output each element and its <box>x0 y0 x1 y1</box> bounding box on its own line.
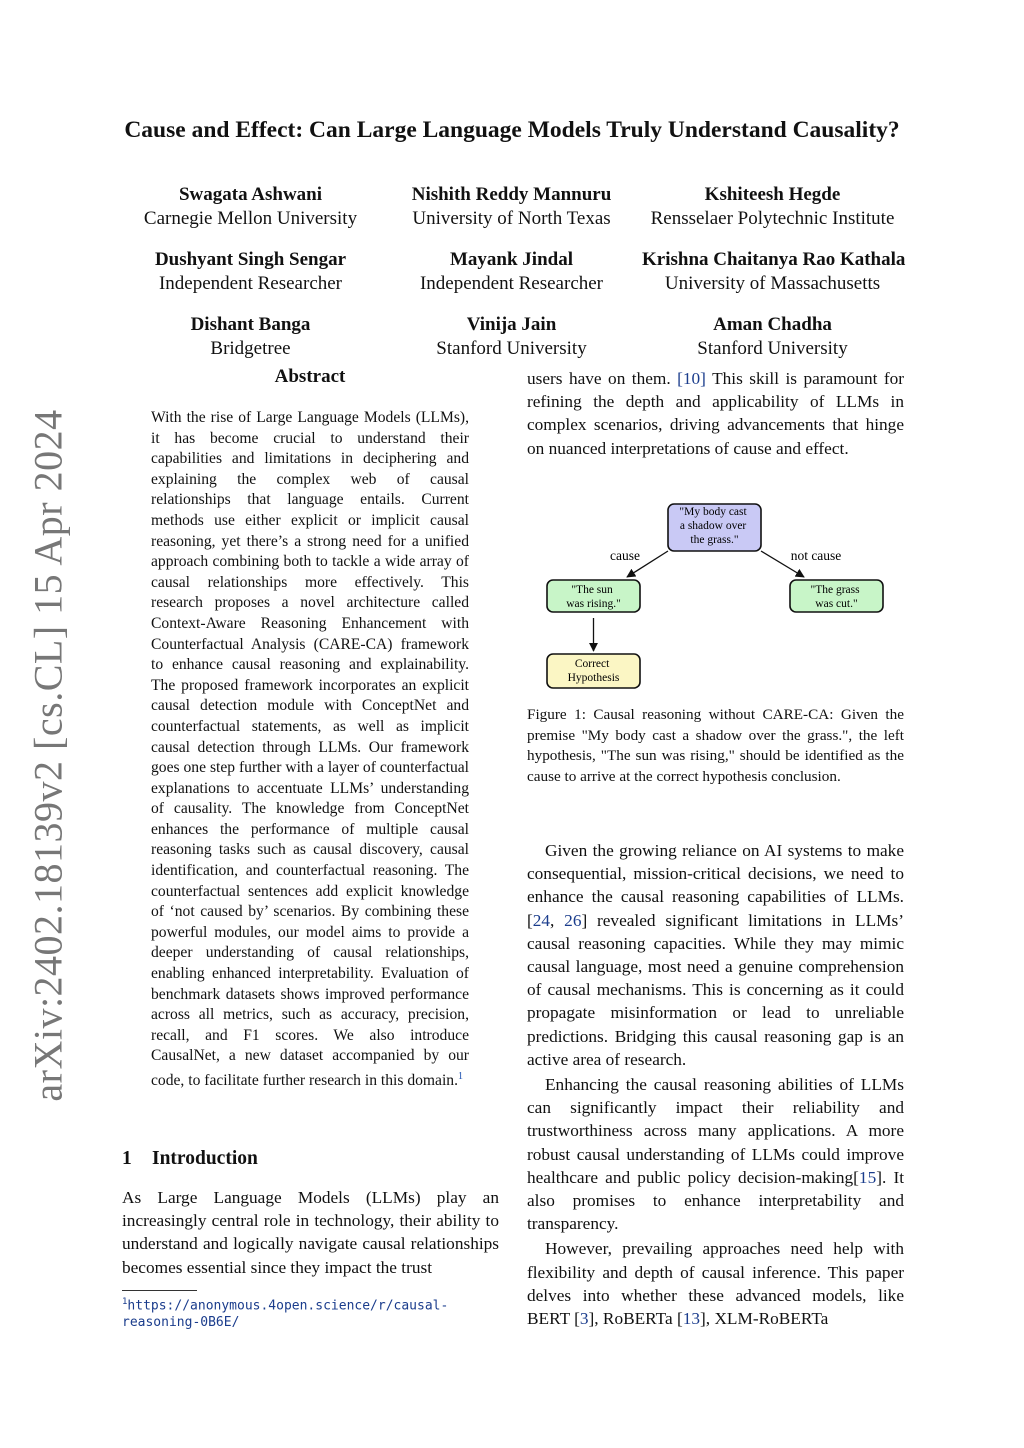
author-name: Krishna Chaitanya Rao Kathala <box>642 249 906 270</box>
abstract-text: With the rise of Large Language Models (LLMs), it has become crucial to understand their capabilities and limitations in deciphering and explaining the complex web of causal relationships that language entails. Current methods use either explicit or implicit causal reasoning, yet there’s a strong need for a unified approach combining both to tackle a wide array of causal relationships more effectively. This research proposes a novel architecture called Context-Aware Reasoning Enhancement with Counterfactual Analysis (CARE-CA) framework to enhance causal reasoning and explainability. The proposed framework incorporates an explicit causal detection module with ConceptNet and counterfactual statements, as well as implicit causal detection through LLMs. Our framework goes one step further with a layer of counterfactual explanations to accentuate LLMs’ understanding of causality. The knowledge from ConceptNet enhances the performance of multiple causal reasoning tasks such as causal discovery, causal identification, and counterfactual reasoning. The counterfactual sentences add explicit knowledge of ‘not caused by’ scenarios. By combining these powerful modules, our model aims to provide a deeper understanding of causal relationships, enabling enhanced interpretability. Evaluation of benchmark datasets shows improved performance across all metrics, such as accuracy, precision, recall, and F1 scores. We also introduce CausalNet, a new dataset accompanied by our code, to facilitate further research in this domain. <box>151 409 469 1090</box>
author-affiliation: Independent Researcher <box>158 273 343 294</box>
paper-title: Cause and Effect: Can Large Language Models Truly Understand Causality? <box>124 117 900 143</box>
author-affiliation: Rensselaer Polytechnic Institute <box>650 208 895 229</box>
abstract-heading: Abstract <box>274 366 346 387</box>
correct-hypothesis-text: Correct Hypothesis <box>567 658 620 684</box>
author-affiliation: University of Massachusetts <box>664 273 881 294</box>
paragraph <box>527 1073 904 1235</box>
text-run: Enhancing the causal reasoning abilities of LLMs can significantly impact their reliability and trustworthiness across many applications. A more robust causal understanding of LLMs could improve healthcare and public policy decision-making[ <box>527 1075 904 1187</box>
figure-1-caption: Figure 1: Causal reasoning without CARE-CA: Given the premise "My body cast a shadow over the grass.", the left hypothesis, "The sun was rising," should be identified as the cause to arrive at the correct hypothesis conclusion. <box>527 706 904 785</box>
author-block <box>381 313 642 361</box>
text-run: Given the growing reliance on AI systems to make consequential, mission-critical decisions, we need to enhance the causal reasoning capabilities of LLMs. [ <box>527 841 904 930</box>
author-block <box>120 313 381 361</box>
cause-hypothesis-text: "The sun was rising." <box>566 584 621 610</box>
citation-link[interactable]: 15 <box>858 1167 877 1187</box>
right-column-continuation <box>527 367 904 460</box>
text-run: However, prevailing approaches need help with flexibility and depth of causal inference. This paper delves into whether these advanced models, like BERT [ <box>527 1239 904 1329</box>
author-row-1 <box>120 183 904 231</box>
author-name: Aman Chadha <box>713 314 832 335</box>
citation-link[interactable]: 3 <box>579 1309 589 1329</box>
section-number: 1 <box>122 1148 132 1169</box>
citation-link[interactable]: 13 <box>682 1309 701 1329</box>
causal-diagram-svg <box>527 495 904 695</box>
author-row-3 <box>120 313 904 361</box>
author-block <box>381 248 642 296</box>
text-run: ], XLM-RoBERTa <box>700 1309 829 1329</box>
author-affiliation: University of North Texas <box>412 208 611 229</box>
abstract-body <box>151 408 469 1092</box>
cause-label: cause <box>610 548 640 563</box>
author-block <box>120 183 381 231</box>
author-block <box>381 183 642 231</box>
citation-link[interactable]: 24 <box>532 910 551 930</box>
footnote-ref[interactable]: 1 <box>458 1071 463 1082</box>
arxiv-margin-stamp <box>18 408 78 1102</box>
text-run: ], RoBERTa [ <box>588 1309 683 1329</box>
author-name: Dishant Banga <box>190 314 311 335</box>
text-run: , <box>550 910 565 930</box>
text-run: ] revealed significant limitations in LLMs’ causal reasoning capacities. While they may mimic causal language, most need a genuine comprehension of causal mechanisms. This is concerning as it could propagate misinformation or lead to unreliable predictions. Bridging this causal reasoning gap is an active area of research. <box>527 910 904 1069</box>
author-block <box>120 248 381 296</box>
citation-link[interactable]: [10] <box>677 369 706 388</box>
not-cause-hypothesis-text: "The grass was cut." <box>810 584 860 610</box>
text-run: users have on them. <box>527 369 678 388</box>
paragraph <box>527 839 904 1071</box>
author-affiliation: Independent Researcher <box>419 273 604 294</box>
footnote-divider <box>122 1290 197 1291</box>
author-affiliation: Carnegie Mellon University <box>143 208 358 229</box>
author-name: Swagata Ashwani <box>178 184 323 205</box>
author-name: Dushyant Singh Sengar <box>154 249 347 270</box>
author-name: Vinija Jain <box>466 314 557 335</box>
paragraph <box>527 1237 904 1330</box>
intro-paragraph: As Large Language Models (LLMs) play an increasingly central role in technology, their ability to understand and logically navigate causal relationships becomes essential since they impact the trust <box>122 1188 499 1277</box>
author-name: Nishith Reddy Mannuru <box>411 184 612 205</box>
author-block <box>642 183 903 231</box>
author-affiliation: Stanford University <box>436 338 587 359</box>
footnote <box>122 1294 499 1331</box>
arxiv-id-text: arXiv:2402.18139v2 [cs.CL] 15 Apr 2024 <box>25 408 71 1102</box>
footnote-link[interactable]: https://anonymous.4open.science/r/causal-reasoning-0B6E/ <box>122 1298 449 1331</box>
figure-1-diagram <box>527 495 904 695</box>
footnote-mark: 1 <box>122 1297 128 1307</box>
citation-link[interactable]: 26 <box>564 910 582 930</box>
author-block <box>642 313 903 361</box>
author-row-2 <box>120 248 904 296</box>
not-cause-label: not cause <box>790 548 842 563</box>
premise-text: "My body cast a shadow over the grass." <box>679 506 747 546</box>
text-run: ]. It also promises to enhance interpretability and transparency. <box>527 1167 904 1234</box>
section-heading-introduction <box>122 1148 258 1170</box>
author-affiliation: Bridgetree <box>210 338 291 359</box>
author-name: Mayank Jindal <box>449 249 573 270</box>
author-name: Kshiteesh Hegde <box>704 184 841 205</box>
section-title: Introduction <box>152 1148 258 1169</box>
author-block <box>642 248 906 296</box>
right-column-body <box>527 839 904 1332</box>
text-run: This skill is paramount for refining the depth and applicability of LLMs in complex scenarios, driving advancements that hinge on nuanced interpretations of cause and effect. <box>527 369 904 458</box>
author-affiliation: Stanford University <box>697 338 848 359</box>
